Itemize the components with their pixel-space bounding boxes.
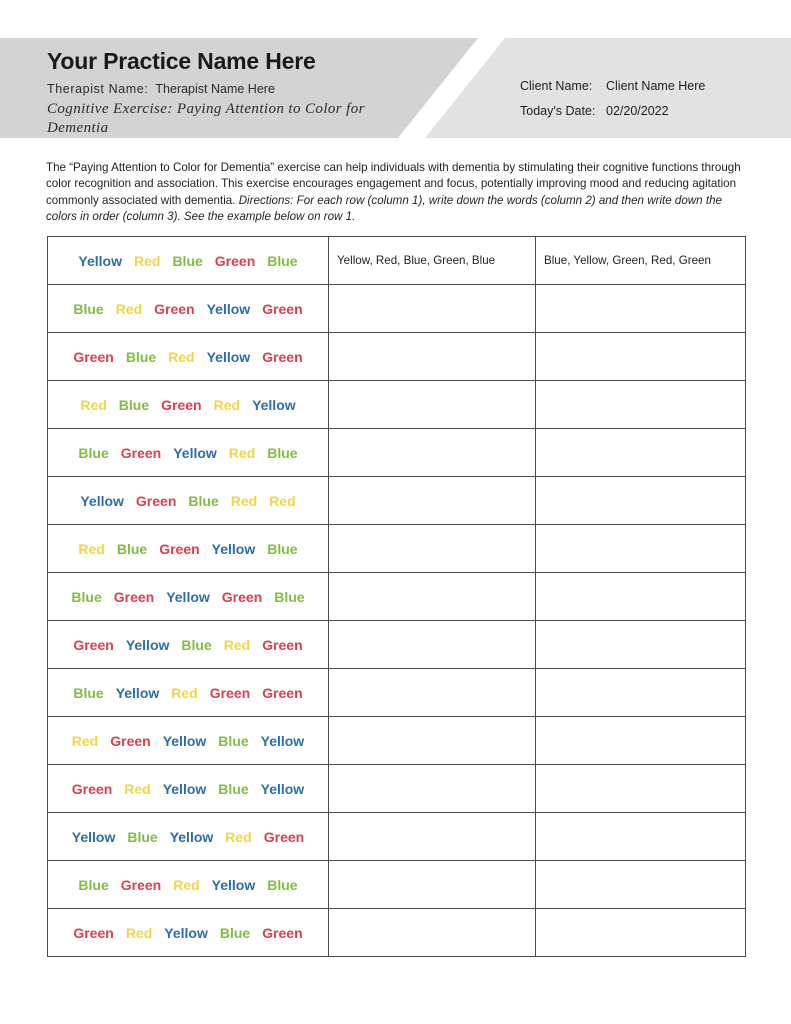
word-strip <box>48 637 328 653</box>
worksheet-table-body <box>48 237 746 957</box>
color-word: Yellow <box>252 396 296 413</box>
word-strip <box>48 589 328 605</box>
answer-words-cell[interactable] <box>329 381 536 429</box>
color-word: Green <box>135 492 177 509</box>
color-word: Blue <box>218 780 249 797</box>
answer-colors-cell[interactable] <box>536 717 746 765</box>
color-word: Green <box>154 300 195 317</box>
word-strip <box>48 493 328 509</box>
word-strip <box>48 349 328 365</box>
color-word: Green <box>161 396 202 413</box>
color-word: Yellow <box>173 444 217 461</box>
color-word: Green <box>209 684 251 701</box>
words-cell <box>48 717 329 765</box>
color-word: Green <box>262 348 303 365</box>
table-row <box>48 573 746 621</box>
exercise-title: Cognitive Exercise: Paying Attention to Color for Dementia <box>47 101 365 136</box>
words-cell <box>48 861 329 909</box>
word-strip <box>48 685 328 701</box>
color-word: Green <box>263 828 305 845</box>
table-row <box>48 429 746 477</box>
color-word: Yellow <box>78 252 122 269</box>
color-word: Red <box>124 780 151 797</box>
color-word: Yellow <box>164 924 208 941</box>
answer-words-cell[interactable] <box>329 621 536 669</box>
words-cell <box>48 333 329 381</box>
color-word: Blue <box>267 540 298 557</box>
color-word: Blue <box>71 588 102 605</box>
words-cell <box>48 429 329 477</box>
table-row <box>48 717 746 765</box>
color-word: Yellow <box>162 780 207 797</box>
table-row <box>48 909 746 957</box>
color-word: Yellow <box>260 780 305 797</box>
color-word: Yellow <box>166 588 210 605</box>
color-word: Blue <box>78 444 109 461</box>
answer-colors-cell[interactable] <box>536 861 746 909</box>
color-word: Blue <box>73 684 104 701</box>
color-word: Yellow <box>206 348 251 365</box>
color-word: Yellow <box>260 732 305 749</box>
word-strip <box>48 397 328 413</box>
table-row <box>48 861 746 909</box>
color-word: Blue <box>267 252 298 269</box>
todays-date-row <box>520 104 669 118</box>
color-word: Red <box>223 636 251 653</box>
words-cell <box>48 573 329 621</box>
answer-colors-cell[interactable] <box>536 765 746 813</box>
color-word: Blue <box>116 540 148 557</box>
color-word: Blue <box>78 876 109 893</box>
answer-words-cell[interactable] <box>329 909 536 957</box>
color-word: Red <box>173 876 200 893</box>
word-strip <box>48 733 328 749</box>
table-row <box>48 525 746 573</box>
table-row <box>48 381 746 429</box>
answer-colors-cell[interactable] <box>536 813 746 861</box>
answer-colors-cell[interactable] <box>536 909 746 957</box>
answer-words-cell[interactable] <box>329 717 536 765</box>
client-name-label: Client Name: <box>520 79 593 93</box>
color-word: Green <box>221 588 263 605</box>
color-word: Blue <box>172 252 203 269</box>
answer-colors-cell[interactable] <box>536 237 746 285</box>
color-word: Blue <box>267 876 298 893</box>
answer-words-cell[interactable] <box>329 237 536 285</box>
color-word: Red <box>171 684 198 701</box>
color-word: Yellow <box>80 492 124 509</box>
color-word: Red <box>115 300 143 317</box>
therapist-name-value: Therapist Name Here <box>155 82 275 96</box>
todays-date-value: 02/20/2022 <box>606 104 669 118</box>
color-word: Red <box>71 732 99 749</box>
answer-words-cell[interactable] <box>329 813 536 861</box>
answer-colors-cell[interactable] <box>536 525 746 573</box>
color-word: Red <box>125 924 153 941</box>
words-cell <box>48 669 329 717</box>
table-row <box>48 477 746 525</box>
words-cell <box>48 477 329 525</box>
table-row <box>48 669 746 717</box>
color-word: Green <box>71 780 113 797</box>
color-word: Green <box>214 252 256 269</box>
color-word: Red <box>133 252 161 269</box>
word-strip <box>48 301 328 317</box>
answer-words-cell[interactable] <box>329 477 536 525</box>
intro-directions: Directions: For each row (column 1), write down the words (column 2) and then write down the colors in order (column 3). See the example below on row 1. <box>46 193 722 223</box>
answer-words-cell[interactable] <box>329 669 536 717</box>
color-word: Red <box>78 540 105 557</box>
words-cell <box>48 621 329 669</box>
word-strip <box>48 781 328 797</box>
todays-date-label: Today's Date: <box>520 104 596 118</box>
color-word: Blue <box>188 492 219 509</box>
word-strip <box>48 253 328 269</box>
color-word: Yellow <box>125 636 170 653</box>
client-name-value: Client Name Here <box>606 79 706 93</box>
color-word: Yellow <box>162 732 207 749</box>
word-strip <box>48 877 328 893</box>
answer-colors-cell[interactable] <box>536 573 746 621</box>
color-word: Green <box>262 636 303 653</box>
table-row <box>48 285 746 333</box>
therapist-name-row <box>47 82 275 96</box>
table-row <box>48 237 746 285</box>
color-word: Green <box>262 684 303 701</box>
practice-name: Your Practice Name Here <box>47 48 316 74</box>
words-cell <box>48 237 329 285</box>
color-word: Yellow <box>211 876 256 893</box>
color-word: Green <box>159 540 200 557</box>
answer-colors-cell[interactable] <box>536 477 746 525</box>
color-word: Blue <box>218 732 249 749</box>
color-word: Blue <box>73 300 104 317</box>
answer-colors-cell[interactable] <box>536 285 746 333</box>
answer-colors-cell[interactable] <box>536 669 746 717</box>
color-word: Red <box>230 492 258 509</box>
answer-words-cell[interactable] <box>329 861 536 909</box>
color-word: Blue <box>127 828 158 845</box>
color-word: Blue <box>274 588 305 605</box>
stroop-worksheet-table <box>47 236 746 957</box>
answer-words-cell[interactable] <box>329 525 536 573</box>
therapist-name-label: Therapist Name: <box>47 82 149 96</box>
color-word: Blue <box>181 636 212 653</box>
word-strip <box>48 829 328 845</box>
word-strip <box>48 445 328 461</box>
answer-words-cell[interactable] <box>329 285 536 333</box>
color-word: Blue <box>219 924 251 941</box>
words-cell <box>48 813 329 861</box>
header-content <box>0 38 791 138</box>
color-word: Green <box>110 732 151 749</box>
intro-paragraph <box>46 160 746 225</box>
color-word: Blue <box>118 396 150 413</box>
words-cell <box>48 525 329 573</box>
client-name-row <box>520 79 705 93</box>
words-cell <box>48 909 329 957</box>
word-strip <box>48 541 328 557</box>
color-word: Red <box>213 396 241 413</box>
color-word: Green <box>73 636 114 653</box>
color-word: Red <box>80 396 107 413</box>
color-word: Blue <box>125 348 157 365</box>
color-word: Green <box>120 444 162 461</box>
color-word: Green <box>262 924 303 941</box>
color-word: Yellow <box>169 828 214 845</box>
page-header <box>0 38 791 138</box>
color-word: Green <box>73 348 114 365</box>
color-word: Blue <box>267 444 298 461</box>
color-word: Green <box>73 924 114 941</box>
intro-body: The “Paying Attention to Color for Dementia” exercise can help individuals with dementia by stimulating their cognitive functions through color recognition and association. This exercise encourages engagement and focus, potentially improving mood and reducing agitation commonly associated with dementia. <box>46 161 741 207</box>
table-row <box>48 621 746 669</box>
color-word: Red <box>225 828 252 845</box>
answer-colors-cell[interactable] <box>536 621 746 669</box>
answer-colors-text[interactable]: Blue, Yellow, Green, Red, Green <box>544 254 711 267</box>
table-row <box>48 765 746 813</box>
color-word: Green <box>120 876 162 893</box>
color-word: Green <box>113 588 155 605</box>
answer-words-cell[interactable] <box>329 429 536 477</box>
color-word: Yellow <box>211 540 256 557</box>
color-word: Red <box>168 348 195 365</box>
words-cell <box>48 285 329 333</box>
answer-colors-cell[interactable] <box>536 429 746 477</box>
color-word: Yellow <box>115 684 160 701</box>
answer-colors-cell[interactable] <box>536 333 746 381</box>
answer-colors-cell[interactable] <box>536 381 746 429</box>
answer-words-text[interactable]: Yellow, Red, Blue, Green, Blue <box>337 254 496 267</box>
words-cell <box>48 381 329 429</box>
answer-words-cell[interactable] <box>329 765 536 813</box>
answer-words-cell[interactable] <box>329 573 536 621</box>
color-word: Green <box>262 300 303 317</box>
color-word: Yellow <box>206 300 251 317</box>
table-row <box>48 333 746 381</box>
color-word: Red <box>269 492 296 509</box>
word-strip <box>48 925 328 941</box>
answer-words-cell[interactable] <box>329 333 536 381</box>
color-word: Yellow <box>71 828 116 845</box>
color-word: Red <box>228 444 256 461</box>
table-row <box>48 813 746 861</box>
words-cell <box>48 765 329 813</box>
